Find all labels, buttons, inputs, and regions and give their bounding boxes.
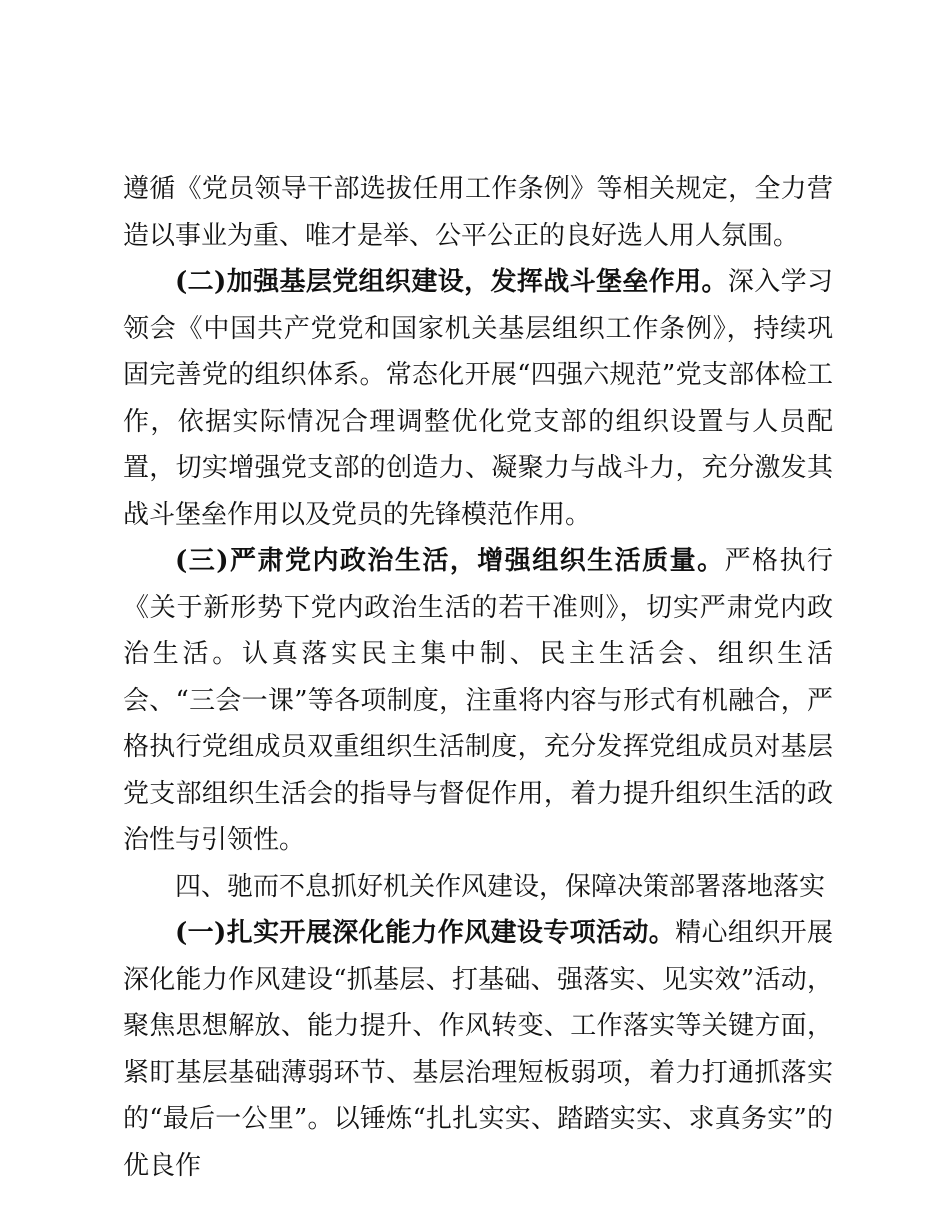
chapter-4-section-1-paragraph	[123, 910, 833, 1189]
section-2-paragraph	[123, 259, 833, 538]
section-3-body: 严格执行《关于新形势下党内政治生活的若干准则》，切实严肃党内政治生活。认真落实民主集中制、民主生活会、组织生活会、“三会一课”等各项制度，注重将内容与形式有机融合，严格执行党组成员双重组织生活制度，充分发挥党组成员对基层党支部组织生活会的指导与督促作用，着力提升组织生活的政治性与引领性。	[123, 546, 833, 855]
chapter-4-section-1-title: (一)扎实开展深化能力作风建设专项活动。	[175, 918, 676, 948]
section-3-title: (三)严肃党内政治生活，增强组织生活质量。	[175, 546, 725, 576]
section-2-title: (二)加强基层党组织建设，发挥战斗堡垒作用。	[175, 267, 728, 297]
section-3-paragraph	[123, 538, 833, 864]
paragraph-continued	[123, 166, 833, 259]
section-2-body: 深入学习领会《中国共产党党和国家机关基层组织工作条例》，持续巩固完善党的组织体系。常态化开展“四强六规范”党支部体检工作，依据实际情况合理调整优化党支部的组织设置与人员配置，切实增强党支部的创造力、凝聚力与战斗力，充分激发其战斗堡垒作用以及党员的先锋模范作用。	[123, 267, 833, 530]
paragraph-continued-text: 遵循《党员领导干部选拔任用工作条例》等相关规定，全力营造以事业为重、唯才是举、公平公正的良好选人用人氛围。	[123, 174, 833, 251]
chapter-4-heading: 四、驰而不息抓好机关作风建设，保障决策部署落地落实	[175, 871, 826, 902]
document-body	[123, 166, 833, 1189]
chapter-4-section-1-body: 精心组织开展深化能力作风建设“抓基层、打基础、强落实、见实效”活动，聚焦思想解放、能力提升、作风转变、工作落实等关键方面，紧盯基层基础薄弱环节、基层治理短板弱项，着力打通抓落实的“最后一公里”。以锤炼“扎扎实实、踏踏实实、求真务实”的优良作	[123, 918, 833, 1181]
